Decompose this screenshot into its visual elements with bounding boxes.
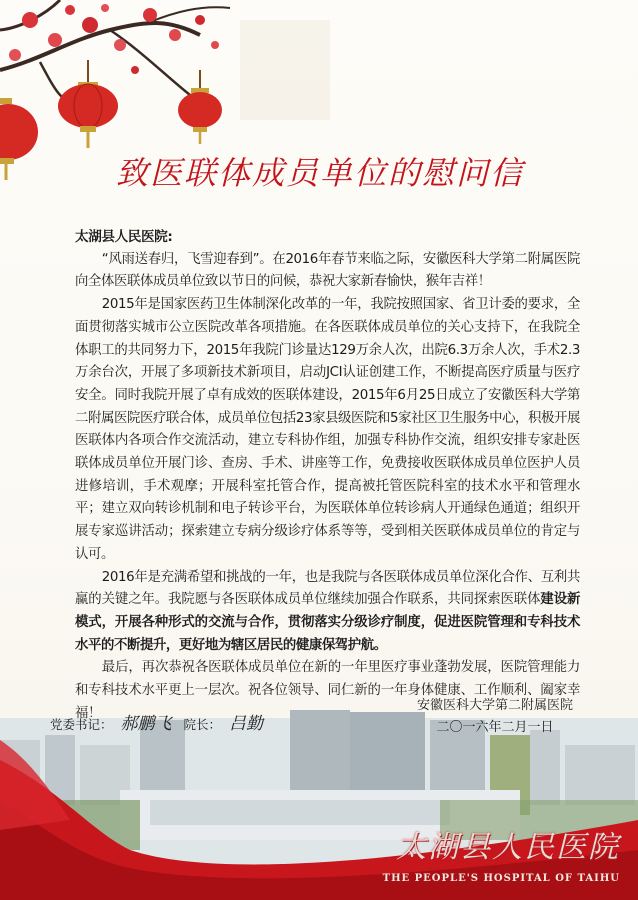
- paragraph-closing: 最后，再次恭祝各医联体成员单位在新的一年里医疗事业蓬勃发展，医院管理能力和专科技术水平更上一层次。祝各位领导、同仁新的一年身体健康、工作顺利、阖家幸福！: [75, 660, 580, 721]
- sender-block: [400, 695, 590, 739]
- president-signature: 吕勤: [229, 714, 264, 734]
- paragraph-2016-bold: 建设新模式，开展各种形式的交流与合作，贯彻落实分级诊疗制度，促进医院管理和专科技术水平的不断提升，更好地为辖区居民的健康保驾护航。: [75, 592, 580, 653]
- paragraph-greeting: “风雨送春归，飞雪迎春到”。在2016年春节来临之际，安徽医科大学第二附属医院向全体医联体成员单位致以节日的问候，恭祝大家新春愉快，猴年吉祥！: [75, 251, 580, 290]
- sender-organization: 安徽医科大学第二附属医院: [416, 698, 573, 713]
- footer-hospital-name-cn: 太湖县人民医院: [396, 830, 620, 865]
- signoff: [50, 695, 590, 755]
- red-lantern-icon: [58, 60, 118, 148]
- footer-hospital-name-en: THE PEOPLE'S HOSPITAL OF TAIHU: [382, 873, 620, 884]
- signatures: [50, 709, 275, 734]
- red-lantern-icon: [178, 70, 222, 144]
- letter-title: 致医联体成员单位的慰问信: [115, 154, 524, 192]
- paragraph-2016-outlook: [75, 567, 580, 658]
- letter-body: [75, 226, 580, 725]
- letter-date: 二〇一六年二月一日: [436, 720, 554, 735]
- party-secretary-signature: 郝鹏飞: [120, 714, 172, 734]
- president-label: 院长：: [183, 717, 222, 732]
- red-lantern-icon: [0, 98, 38, 180]
- paragraph-2016-normal: 2016年是充满希望和挑战的一年，也是我院与各医联体成员单位深化合作、互利共赢的关键之年。我院愿与各医联体成员单位继续加强合作联系，共同探索医联体: [75, 569, 580, 608]
- paragraph-2015-review: 2015年是国家医药卫生体制深化改革的一年，我院按照国家、省卫计委的要求，全面贯彻落实城市公立医院改革各项措施。在各医联体成员单位的关心支持下，在我院全体职工的共同努力下，2015年我院门诊量达129万余人次，出院6.3万余人次，手术2.3万余台次，开展了多项新技术新项目，启动JCI认证创建工作，不断提高医疗质量与医疗安全。同时我院开展了卓有成效的医联体建设，2015年6月25日成立了安徽医科大学第二附属医院医疗联合体，成员单位包括23家县级医院和5家社区卫生服务中心，积极开展医联体内各项合作交流活动，建立专科协作组，加强专科协作交流，组织安排专家赴医联体成员单位开展门诊、查房、手术、讲座等工作，免费接收医联体成员单位医护人员进修培训，手术观摩；开展科室托管合作，提高被托管医院科室的技术水平和管理水平；建立双向转诊机制和电子转诊平台，为医联体单位转诊病人开通绿色通道；组织开展专家巡讲活动；探索建立专病分级诊疗体系等等，受到相关医联体成员单位的肯定与认可。: [75, 297, 581, 562]
- salutation: 太湖县人民医院:: [75, 229, 173, 245]
- party-secretary-label: 党委书记：: [50, 717, 113, 732]
